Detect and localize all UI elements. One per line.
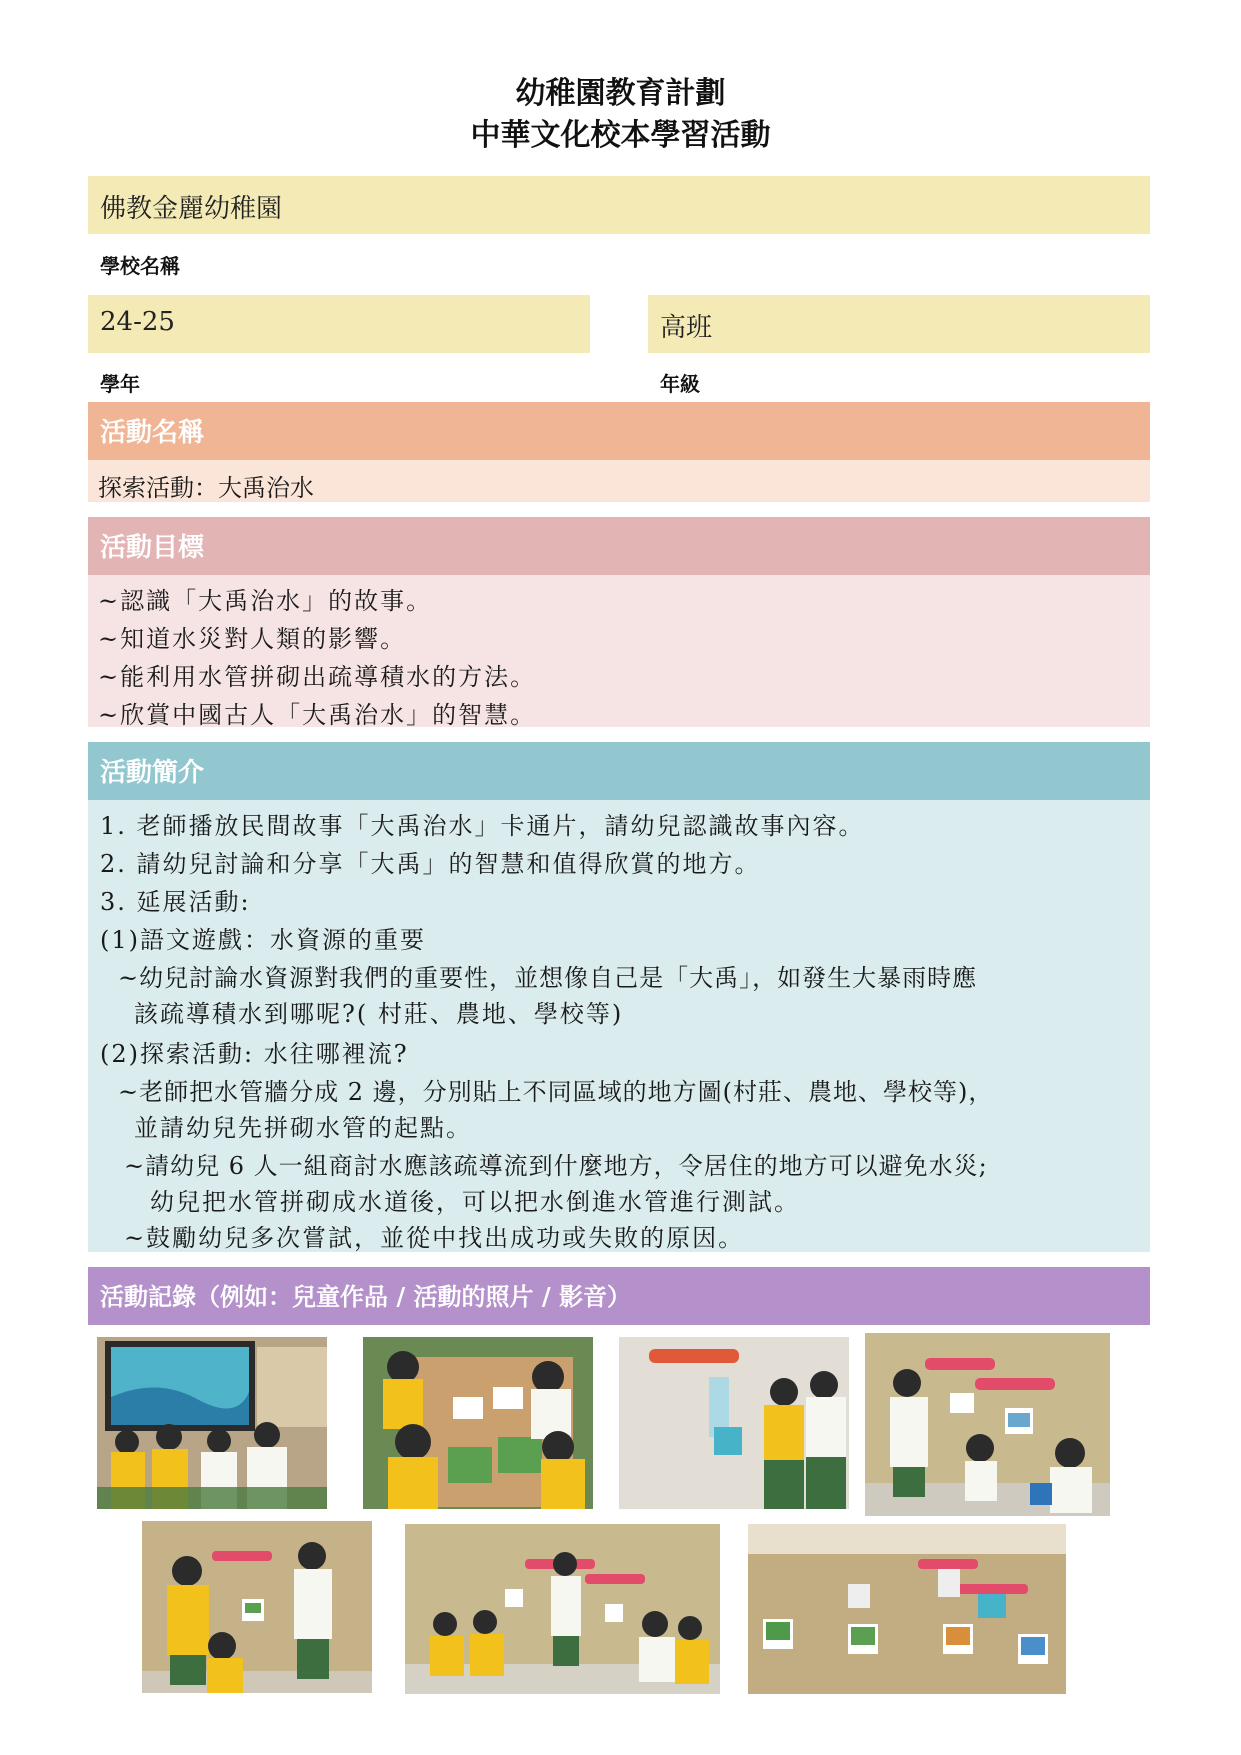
activity-name-value: 探索活動：大禹治水 [88, 460, 1150, 502]
summary-line: 該疏導積水到哪呢?( 村莊、農地、學校等) [134, 1000, 624, 1028]
school-year-label: 學年 [100, 372, 140, 396]
objective-item: ~認識「大禹治水」的故事。 [98, 587, 433, 615]
photo-pipe-wall [865, 1333, 1110, 1516]
photo-pipe-wall [619, 1337, 849, 1509]
photo-classroom-video [97, 1337, 327, 1509]
summary-line: (2)探索活動: 水往哪裡流? [100, 1040, 409, 1068]
page-title: 幼稚園教育計劃 [515, 76, 726, 111]
summary-line: ~鼓勵幼兒多次嘗試，並從中找出成功或失敗的原因。 [124, 1224, 745, 1252]
objective-item: ~知道水災對人類的影響。 [98, 625, 407, 653]
objective-item: ~能利用水管拼砌出疏導積水的方法。 [98, 663, 537, 691]
summary-line: 1. 老師播放民間故事「大禹治水」卡通片，請幼兒認識故事內容。 [100, 812, 865, 840]
grade-field: 高班 [648, 295, 1150, 353]
page-subtitle: 中華文化校本學習活動 [470, 118, 771, 153]
photo-table-discussion [363, 1337, 593, 1509]
summary-line: 3. 延展活動: [100, 888, 251, 916]
summary-body [88, 800, 1150, 1252]
summary-line: 並請幼兒先拼砌水管的起點。 [134, 1114, 472, 1142]
objectives-list [88, 575, 1150, 727]
photo-pipe-wall [748, 1524, 1066, 1694]
school-name-field: 佛教金麗幼稚園 [88, 176, 1150, 234]
summary-line: (1)語文遊戲：水資源的重要 [100, 926, 426, 954]
grade-label: 年級 [660, 372, 700, 396]
summary-heading: 活動簡介 [88, 742, 1150, 800]
activity-name-heading: 活動名稱 [88, 402, 1150, 460]
summary-line: 幼兒把水管拼砌成水道後，可以把水倒進水管進行測試。 [150, 1188, 800, 1216]
summary-line: ~老師把水管牆分成 2 邊，分別貼上不同區域的地方圖(村莊、農地、學校等)， [118, 1078, 994, 1106]
summary-line: ~請幼兒 6 人一組商討水應該疏導流到什麼地方，令居住的地方可以避免水災; [124, 1152, 988, 1180]
summary-line: 2. 請幼兒討論和分享「大禹」的智慧和值得欣賞的地方。 [100, 850, 761, 878]
objective-item: ~欣賞中國古人「大禹治水」的智慧。 [98, 701, 537, 729]
objectives-heading: 活動目標 [88, 517, 1150, 575]
school-year-field: 24-25 [88, 295, 590, 353]
records-heading: 活動記錄（例如：兒童作品 / 活動的照片 / 影音） [88, 1267, 1150, 1325]
school-name-label: 學校名稱 [100, 254, 180, 278]
photo-pipe-wall [405, 1524, 720, 1694]
summary-line: ~幼兒討論水資源對我們的重要性，並想像自己是「大禹」，如發生大暴雨時應 [118, 964, 978, 992]
photo-pipe-wall [142, 1521, 372, 1693]
